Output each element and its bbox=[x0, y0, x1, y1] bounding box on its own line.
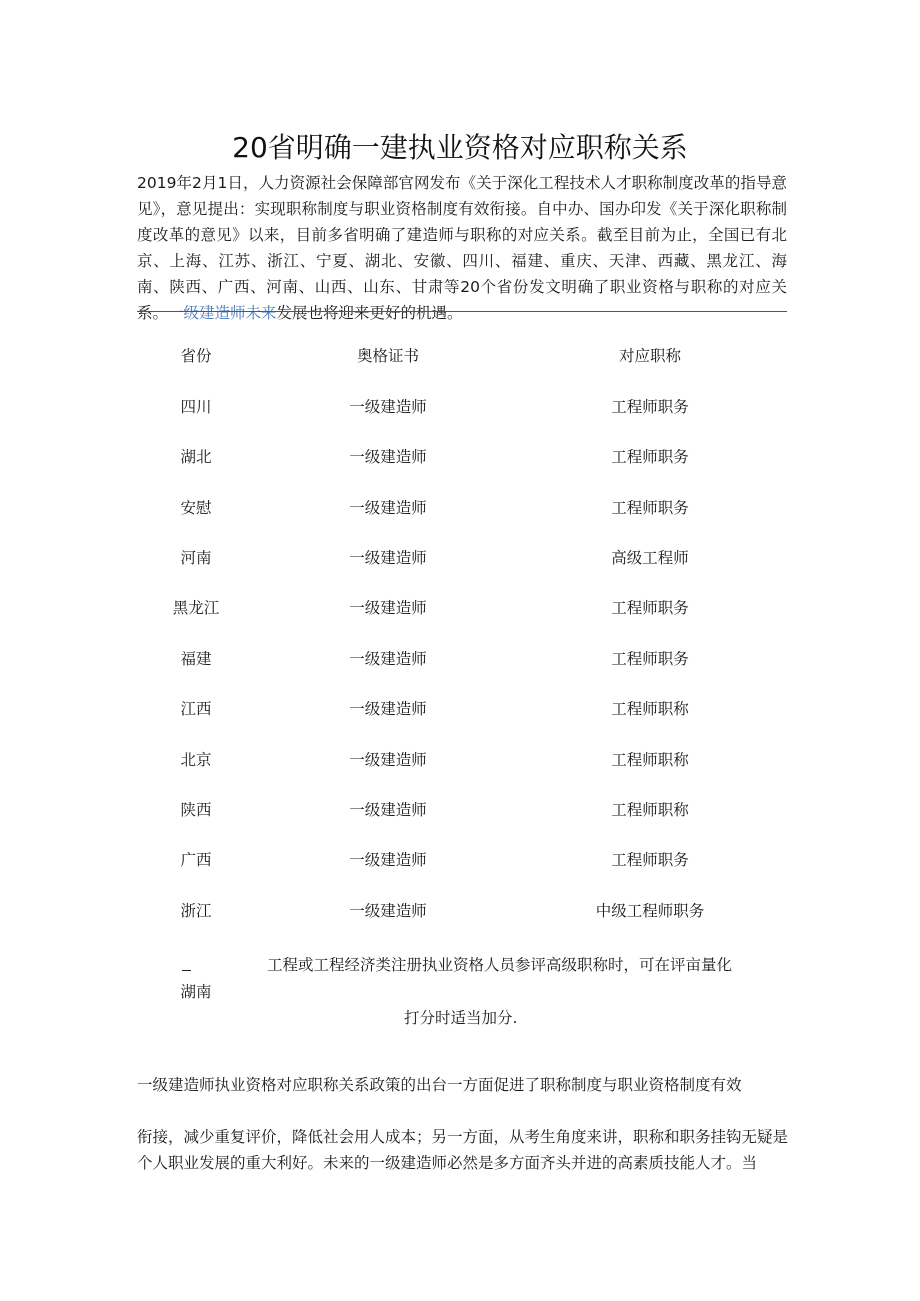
province-cell: 福建 bbox=[180, 650, 212, 668]
table-row bbox=[0, 395, 920, 435]
title-cell: 高级工程师 bbox=[611, 549, 689, 567]
province-cell: 湖北 bbox=[180, 448, 212, 466]
province-cell: 黑龙江 bbox=[172, 599, 220, 617]
certificate-cell: 一级建造师 bbox=[349, 751, 427, 769]
certificate-cell: 一级建造师 bbox=[349, 499, 427, 517]
hunan-note-line2: 打分时适当加分. bbox=[404, 1009, 518, 1027]
table-row bbox=[0, 647, 920, 687]
table-row bbox=[0, 496, 920, 536]
province-cell: 江西 bbox=[180, 700, 212, 718]
title-cell: 工程师职称 bbox=[611, 700, 689, 718]
table-row bbox=[0, 697, 920, 737]
certificate-cell: 一级建造师 bbox=[349, 549, 427, 567]
table-header-row bbox=[0, 344, 920, 384]
header-province: 省份 bbox=[180, 347, 212, 365]
province-cell: 安慰 bbox=[180, 499, 212, 517]
table-row bbox=[0, 445, 920, 485]
title-cell: 中级工程师职务 bbox=[595, 902, 705, 920]
header-title: 对应职称 bbox=[618, 347, 681, 365]
province-cell: 四川 bbox=[180, 398, 212, 416]
table-row bbox=[0, 899, 920, 939]
province-cell: 广西 bbox=[180, 851, 212, 869]
hunan-row-mark bbox=[182, 970, 191, 971]
province-cell: 陕西 bbox=[180, 801, 212, 819]
table-row bbox=[0, 748, 920, 788]
title-cell: 工程师职务 bbox=[611, 599, 689, 617]
certificate-cell: 一级建造师 bbox=[349, 398, 427, 416]
title-cell: 工程师职称 bbox=[611, 751, 689, 769]
document-title: 20省明确一建执业资格对应职称关系 bbox=[232, 131, 688, 164]
title-cell: 工程师职务 bbox=[611, 448, 689, 466]
province-cell-hunan: 湖南 bbox=[180, 983, 212, 1001]
certificate-cell: 一级建造师 bbox=[349, 650, 427, 668]
certificate-cell: 一级建造师 bbox=[349, 599, 427, 617]
intro-text: 2019年2月1日，人力资源社会保障部官网发布《关于深化工程技术人才职称制度改革的指导意见》，意见提出：实现职称制度与职业资格制度有效衔接。自中办、国办印发《关于深化职称制度改革的意见》以来，目前多省明确了建造师与职称的对应关系。截至目前为止，全国已有北京、上海、江苏、浙江、宁夏、湖北、安徽、四川、福建、重庆、天津、西藏、黑龙江、海南、陕西、广西、河南、山西、山东、甘肃等20个省份发文明确了职业资格与职称的对应关系。 bbox=[137, 174, 787, 322]
section-divider bbox=[137, 311, 787, 312]
table-row bbox=[0, 546, 920, 586]
body-paragraph-1: 一级建造师执业资格对应职称关系政策的出台一方面促进了职称制度与职业资格制度有效 bbox=[137, 1076, 742, 1094]
title-cell: 工程师职务 bbox=[611, 851, 689, 869]
title-cell: 工程师职务 bbox=[611, 650, 689, 668]
table-row bbox=[0, 848, 920, 888]
title-cell: 工程师职称 bbox=[611, 801, 689, 819]
intro-paragraph bbox=[137, 170, 787, 326]
certificate-cell: 一级建造师 bbox=[349, 801, 427, 819]
hunan-note-line1: 工程或工程经济类注册执业资格人员参评高级职称时，可在评亩量化 bbox=[267, 956, 733, 974]
province-cell: 北京 bbox=[180, 751, 212, 769]
province-cell: 河南 bbox=[180, 549, 212, 567]
table-row bbox=[0, 596, 920, 636]
province-cell: 浙江 bbox=[180, 902, 212, 920]
table-row bbox=[0, 798, 920, 838]
future-development-link[interactable]: 一级建造师未来 bbox=[168, 304, 277, 322]
title-cell: 工程师职务 bbox=[611, 499, 689, 517]
certificate-cell: 一级建造师 bbox=[349, 700, 427, 718]
body-paragraph-2: 衔接，减少重复评价，降低社会用人成本；另一方面，从考生角度来讲，职称和职务挂钩无疑是个人职业发展的重大利好。未来的一级建造师必然是多方面齐头并进的高素质技能人才。当 bbox=[137, 1128, 789, 1172]
certificate-cell: 一级建造师 bbox=[349, 902, 427, 920]
header-certificate: 奥格证书 bbox=[356, 347, 419, 365]
title-cell: 工程师职务 bbox=[611, 398, 689, 416]
certificate-cell: 一级建造师 bbox=[349, 448, 427, 466]
certificate-cell: 一级建造师 bbox=[349, 851, 427, 869]
intro-text-end: 发展也将迎来更好的机遇。 bbox=[276, 304, 463, 322]
